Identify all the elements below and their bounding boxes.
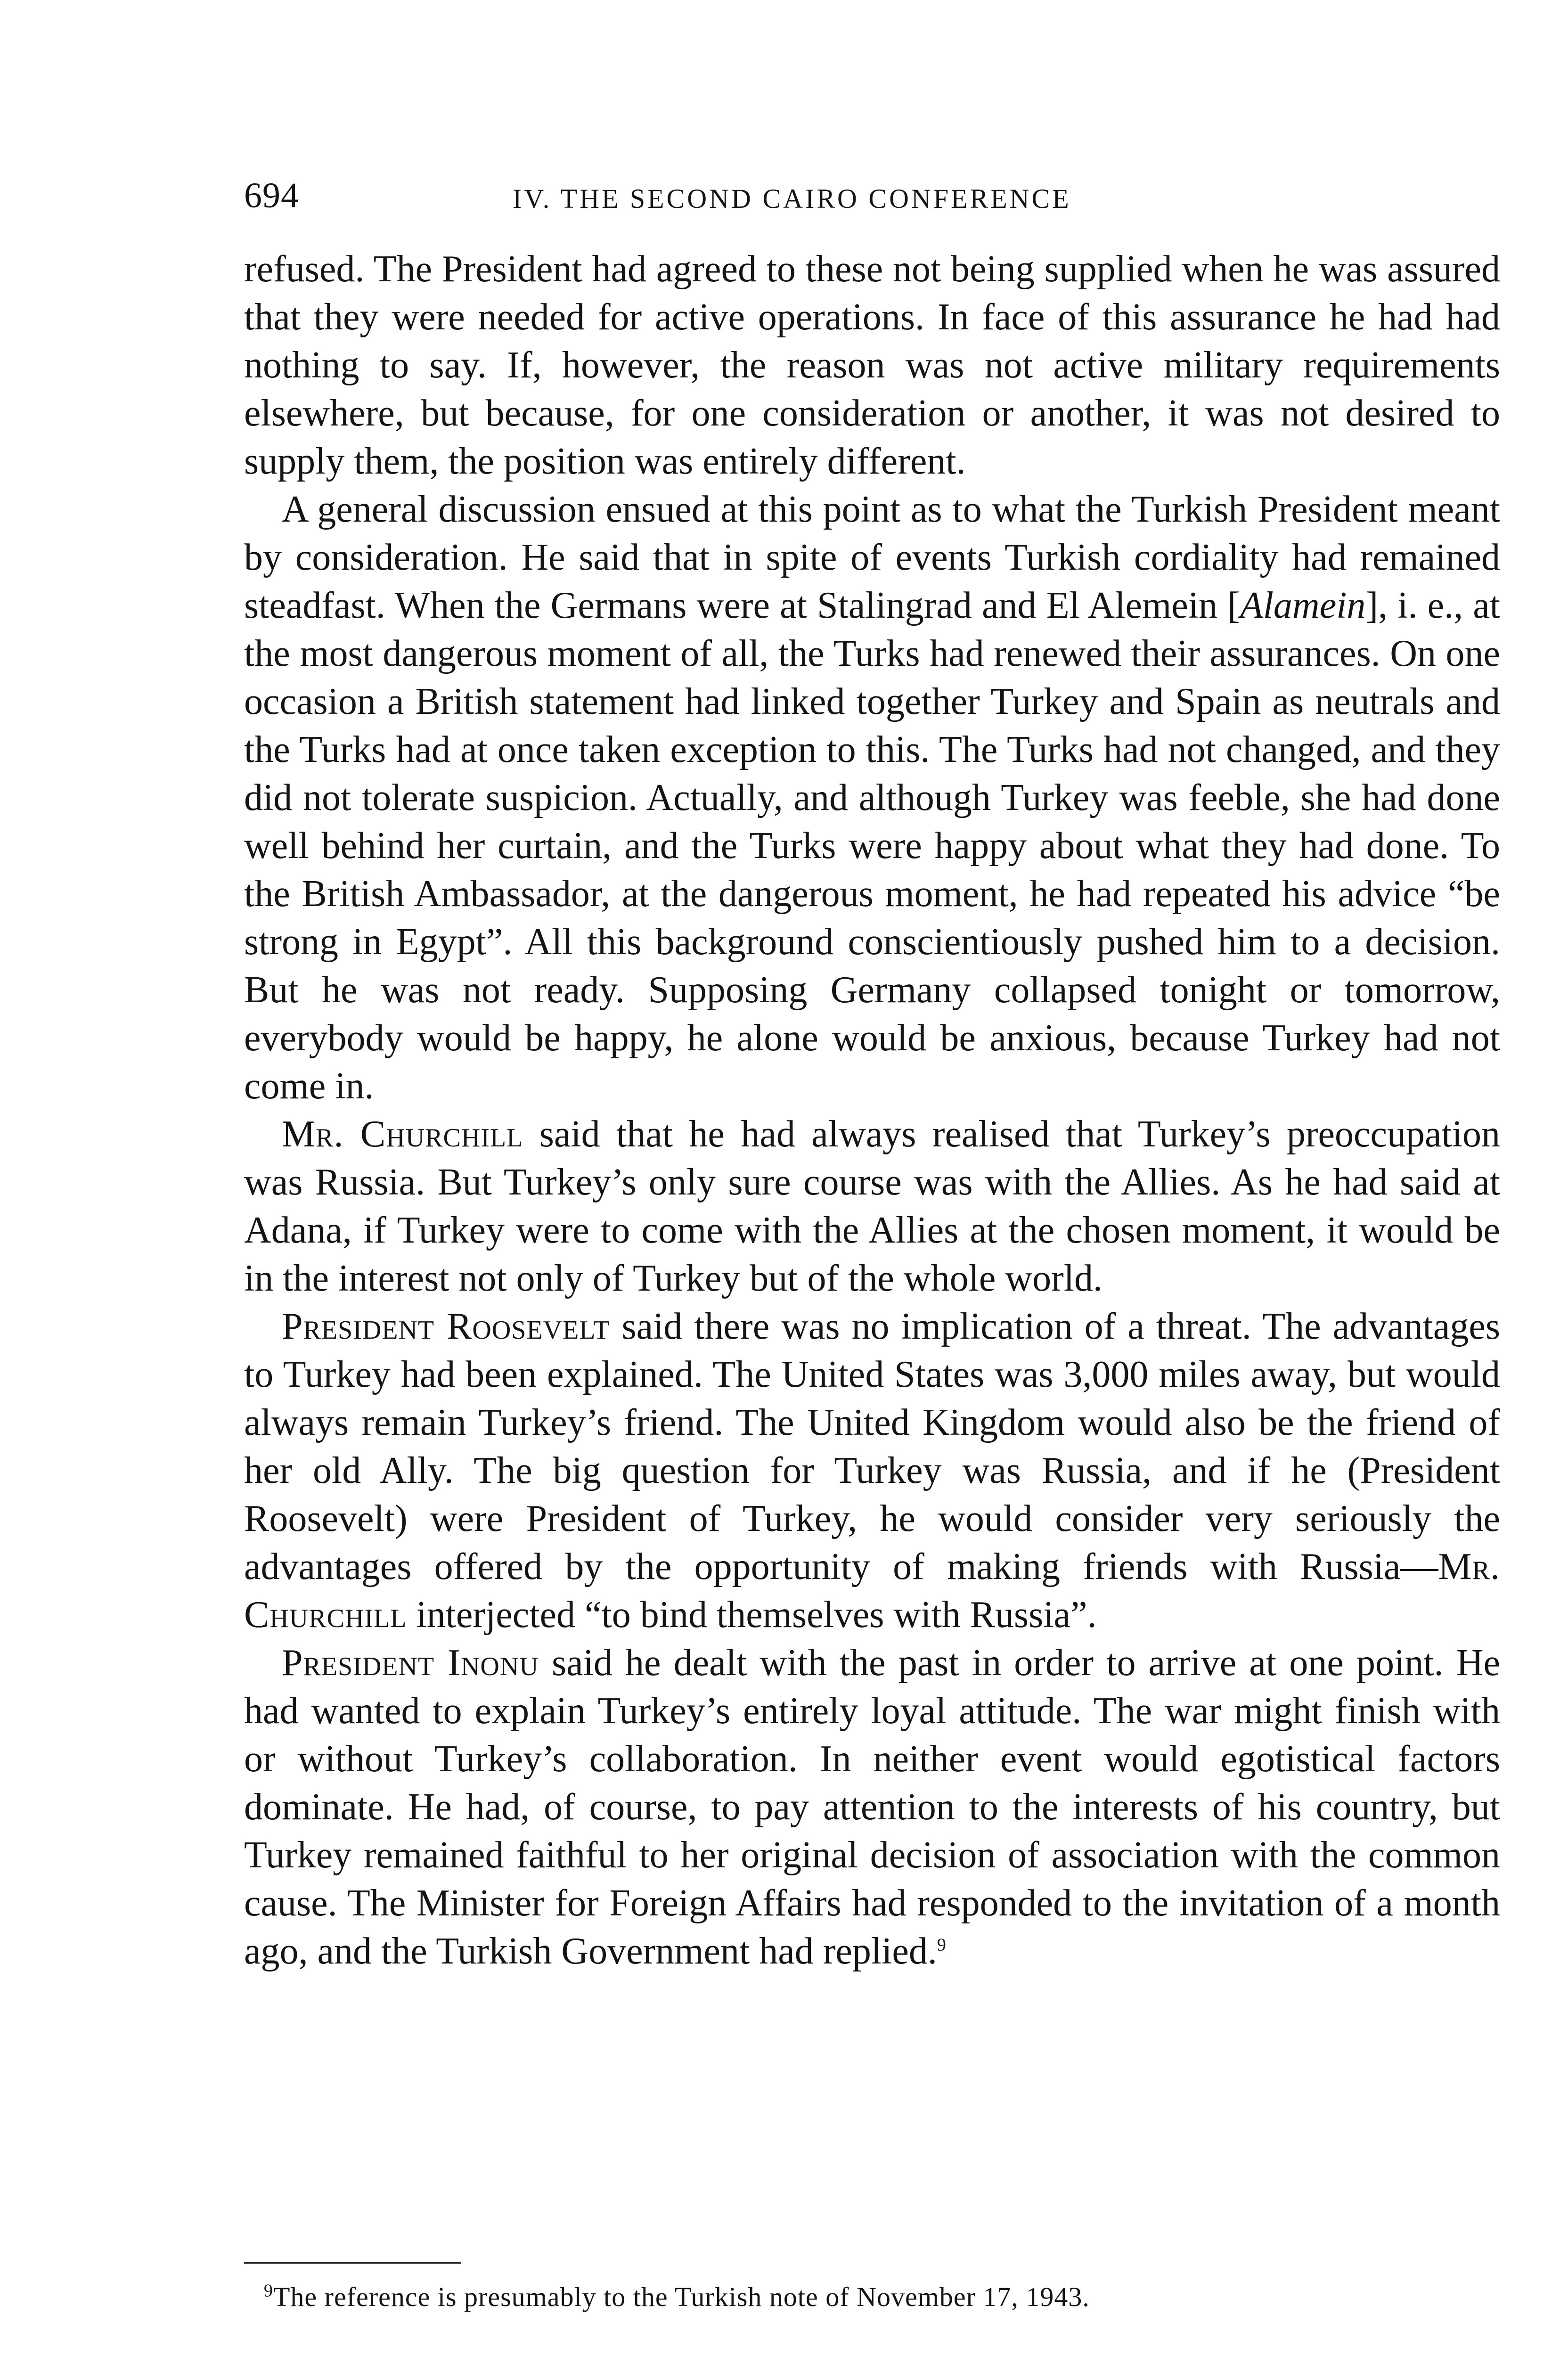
running-head: IV. THE SECOND CAIRO CONFERENCE	[513, 183, 1071, 214]
paragraph-4	[244, 1302, 1500, 1639]
speaker-name: President Roosevelt	[282, 1306, 610, 1347]
paragraph-2	[244, 485, 1500, 1110]
footnote-rule	[244, 2262, 461, 2264]
footnote-reference: 9	[937, 1935, 946, 1955]
page-number: 694	[244, 176, 299, 215]
paragraph-1	[244, 245, 1500, 485]
paragraph-4-text-2: interjected “to bind themselves with Russia”.	[407, 1594, 1097, 1636]
paragraph-2-text-b: ], i. e., at the most dangerous moment of all, the Turks had renewed their assurances. On one occasion a British statement had linked together Turkey and Spain as neutrals and the Turks had at once taken exception to this. The Turks had not changed, and they did not tolerate suspicion. Actually, and although Turkey was feeble, she had done well behind her curtain, and the Turks were happy about what they had done. To the British Ambassador, at the dangerous moment, he had repeated his advice “be strong in Egypt”. All this background conscientiously pushed him to a decision. But he was not ready. Supposing Germany collapsed tonight or tomorrow, everybody would be happy, he alone would be anxious, because Turkey had not come in.	[244, 585, 1501, 1107]
paragraph-4-text: said there was no implication of a threat. The advantages to Turkey had been explained. The United States was 3,000 miles away, but would always remain Turkey’s friend. The United Kingdom would also be the friend of her old Ally. The big question for Turkey was Russia, and if he (President Roosevelt) were President of Turkey, he would consider very seriously the advantages offered by the opportunity of making friends with Russia—	[244, 1306, 1501, 1587]
speaker-name: President Inonu	[282, 1642, 539, 1684]
page-header	[244, 170, 1516, 226]
paragraph-5	[244, 1639, 1500, 1975]
footnote-text: The reference is presumably to the Turkish note of November 17, 1943.	[273, 2282, 1090, 2312]
footnote-marker: 9	[264, 2281, 273, 2301]
paragraph-1-text: refused. The President had agreed to these not being supplied when he was assured that they were needed for active operations. In face of this assurance he had had nothing to say. If, however, the reason was not active military requirements elsewhere, but because, for one consideration or another, it was not desired to supply them, the position was entirely different.	[244, 248, 1500, 482]
body-text	[244, 245, 1500, 1975]
speaker-name: Mr. Churchill	[244, 1546, 1500, 1636]
footnote	[264, 2276, 1489, 2318]
paragraph-2-italic: Alamein	[1240, 585, 1366, 626]
paragraph-3	[244, 1110, 1500, 1302]
paragraph-5-text: said he dealt with the past in order to arrive at one point. He had wanted to explain Turkey’s entirely loyal attitude. The war might finish with or without Turkey’s collaboration. In neither event would egotistical factors dominate. He had, of course, to pay attention to the interests of his country, but Turkey remained faithful to her original decision of association with the common cause. The Minister for Foreign Affairs had responded to the invitation of a month ago, and the Turkish Government had replied.	[244, 1642, 1500, 1972]
paragraph-2-text-a: A general discussion ensued at this point as to what the Turkish President meant by consideration. He said that in spite of events Turkish cordiality had remained steadfast. When the Germans were at Stalingrad and El Alemein [	[244, 489, 1500, 626]
speaker-name: Mr. Churchill	[282, 1113, 523, 1155]
paragraph-3-text: said that he had always realised that Turkey’s preoccupation was Russia. But Turkey’s only sure course was with the Allies. As he had said at Adana, if Turkey were to come with the Allies at the chosen moment, it would be in the interest not only of Turkey but of the whole world.	[244, 1113, 1501, 1299]
